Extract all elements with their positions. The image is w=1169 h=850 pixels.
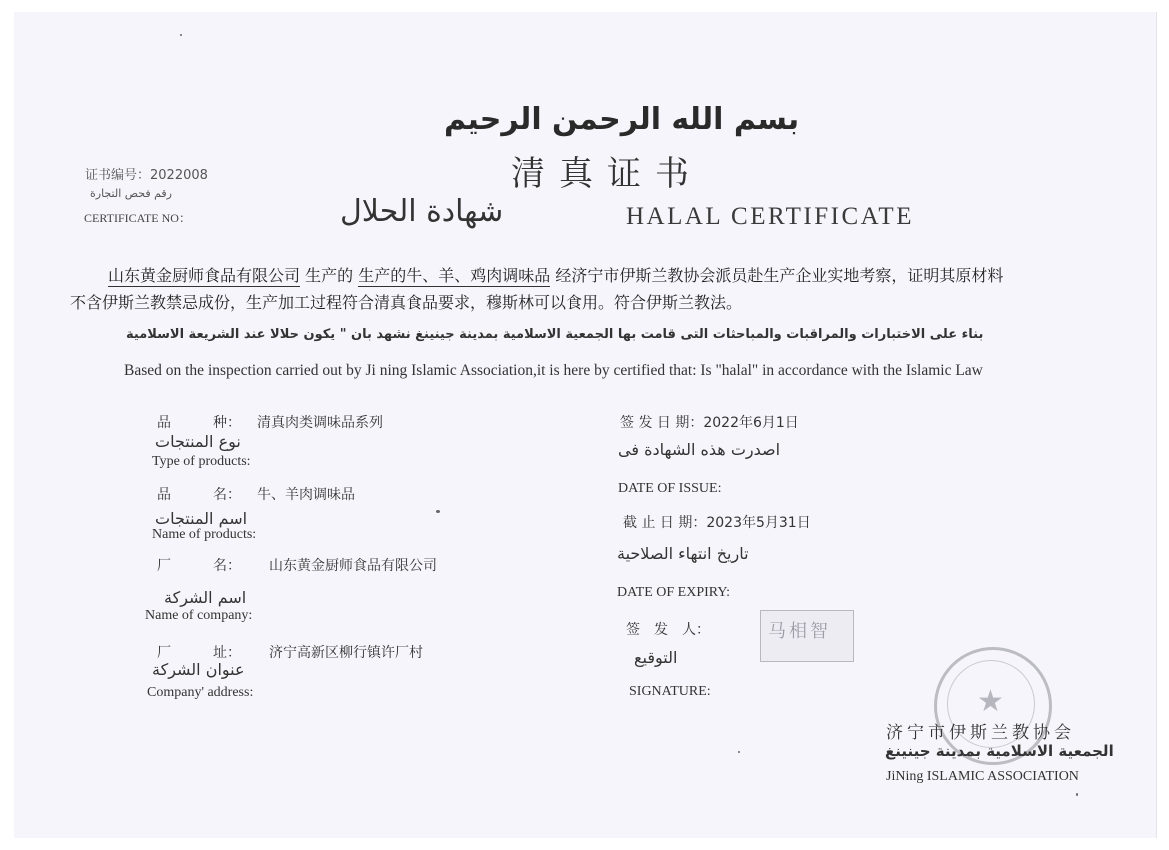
title-chinese: 清真证书 [511, 154, 703, 194]
association-name-en: JiNing ISLAMIC ASSOCIATION [886, 769, 1079, 784]
association-name-ar: الجمعية الاسلامية بمدينة جينينغ [885, 742, 1114, 760]
company-name-value: 山东黄金厨师食品有限公司 [269, 558, 437, 574]
expiry-date-en: DATE OF EXPIRY: [617, 585, 731, 600]
signer-label-cn: 签 发 人： [626, 622, 710, 638]
statement-line-1-rest: 经济宁市伊斯兰教协会派员赴生产企业实地考察，证明其原材料 [555, 266, 1004, 285]
products-inline: 生产的牛、羊、鸡肉调味品 [358, 266, 551, 285]
company-address-label-en: Company' address: [147, 685, 254, 700]
expiry-date-cn: 截 止 日 期：2023年5月31日 [623, 515, 811, 531]
statement-line-2: 不含伊斯兰教禁忌成份，生产加工过程符合清真食品要求，穆斯林可以食用。符合伊斯兰教法。 [70, 293, 743, 312]
company-name-label-cn: 厂 名： [157, 558, 241, 574]
scan-speck [1076, 793, 1078, 796]
title-english: HALAL CERTIFICATE [626, 203, 914, 230]
product-type-label-en: Type of products: [152, 454, 251, 469]
statement-english: Based on the inspection carried out by Ji ning Islamic Association,it is here by certified that: Is "halal" in accordance with the Islamic Law [124, 362, 983, 379]
issue-date-ar: اصدرت هذه الشهادة فى [618, 440, 781, 459]
company-name-label-en: Name of company: [145, 608, 253, 623]
scan-speck [180, 34, 182, 36]
issue-date-cn: 签 发 日 期：2022年6月1日 [620, 415, 799, 431]
company-name-inline: 山东黄金厨师食品有限公司 [108, 266, 301, 285]
title-arabic: شهادة الحلال [340, 194, 504, 229]
statement-arabic: بناء على الاختبارات والمراقبات والمباحثات التى قامت بها الجمعية الاسلامية بمدينة جينينغ نشهد بان " يكون حلالا عند الشريعة الاسلامية [126, 327, 984, 342]
company-address-label-ar: عنوان الشركة [152, 660, 245, 679]
product-name-value: 牛、羊肉调味品 [257, 487, 355, 503]
signature-seal-text: 马相智 [768, 621, 831, 642]
expiry-date-ar: تاريخ انتهاء الصلاحية [617, 544, 749, 563]
product-type-value: 清真肉类调味品系列 [257, 415, 383, 431]
basmala-heading: بسم الله الرحمن الرحيم [444, 102, 800, 137]
statement-line-1 [108, 263, 1003, 286]
company-address-label-cn: 厂 址： [157, 645, 241, 661]
product-type-label-cn: 品 种： [157, 415, 241, 431]
scan-speck [436, 510, 440, 513]
signer-label-ar: التوقيع [634, 648, 678, 667]
certificate-page [14, 12, 1157, 838]
produced-label: 生产的 [305, 266, 354, 285]
association-name-cn: 济宁市伊斯兰教协会 [886, 723, 1075, 743]
certificate-number-en: CERTIFICATE NO： [84, 211, 191, 225]
signer-label-en: SIGNATURE: [629, 684, 711, 699]
certificate-number-cn: 证书编号：2022008 [85, 168, 208, 183]
star-icon: ★ [977, 685, 1004, 718]
product-type-label-ar: نوع المنتجات [155, 432, 241, 451]
certificate-number-ar: رقم فحص التجارة [90, 187, 172, 200]
company-address-value: 济宁高新区柳行镇许厂村 [269, 645, 423, 661]
company-name-label-ar: اسم الشركة [164, 588, 247, 607]
signature-seal-stamp [760, 610, 854, 662]
scan-speck [738, 751, 740, 753]
product-name-label-en: Name of products: [152, 527, 257, 542]
product-name-label-ar: اسم المنتجات [155, 509, 248, 528]
issue-date-en: DATE OF ISSUE: [618, 481, 722, 496]
product-name-label-cn: 品 名： [157, 487, 241, 503]
